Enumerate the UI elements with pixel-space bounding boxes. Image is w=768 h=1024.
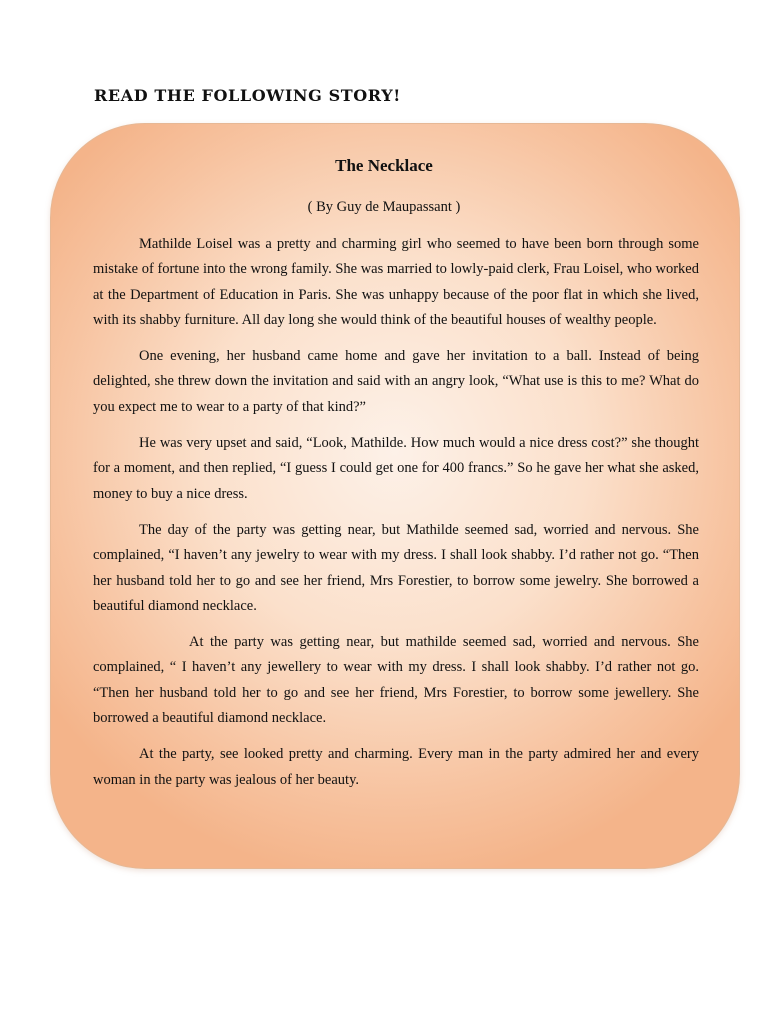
story-paragraph: One evening, her husband came home and gave her invitation to a ball. Instead of being delighted, she threw down the invitation and said with an angry look, “What use is this to me? What do you expect me to wear to a party of that kind?” [93, 348, 699, 415]
story-author: ( By Guy de Maupassant ) [307, 199, 461, 215]
story-paragraph: At the party, see looked pretty and charming. Every man in the party admired her and every woman in the party was jealous of her beauty. [93, 746, 699, 788]
story-paragraph: The day of the party was getting near, but Mathilde seemed sad, worried and nervous. She complained, “I haven’t any jewelry to wear with my dress. I shall look shabby. I’d rather not go. “Then her husband told her to go and see her friend, Mrs Forestier, to borrow some jewelry. She borrowed a beautiful diamond necklace. [93, 521, 699, 614]
story-paragraph: At the party was getting near, but mathilde seemed sad, worried and nervous. She complained, “ I haven’t any jewellery to wear with my dress. I shall look shabby. I’d rather not go. “Then her husband told her to go and see her friend, Mrs Forestier, to borrow some jewellery. She borrowed a beautiful diamond necklace. [93, 634, 699, 727]
story-paragraph: Mathilde Loisel was a pretty and charming girl who seemed to have been born through some mistake of fortune into the wrong family. She was married to lowly-paid clerk, Frau Loisel, who worked at the Department of Education in Paris. She was unhappy because of the poor flat in which she lived, with its shabby furniture. All day long she would think of the beautiful houses of wealthy people. [93, 236, 699, 328]
story-body [93, 232, 699, 804]
story-title: The Necklace [335, 156, 433, 175]
story-paragraph: He was very upset and said, “Look, Mathilde. How much would a nice dress cost?” she thought for a moment, and then replied, “I guess I could get one for 400 francs.” So he gave her what she asked, money to buy a nice dress. [93, 435, 699, 502]
instruction-heading: READ THE FOLLOWING STORY! [94, 86, 401, 105]
